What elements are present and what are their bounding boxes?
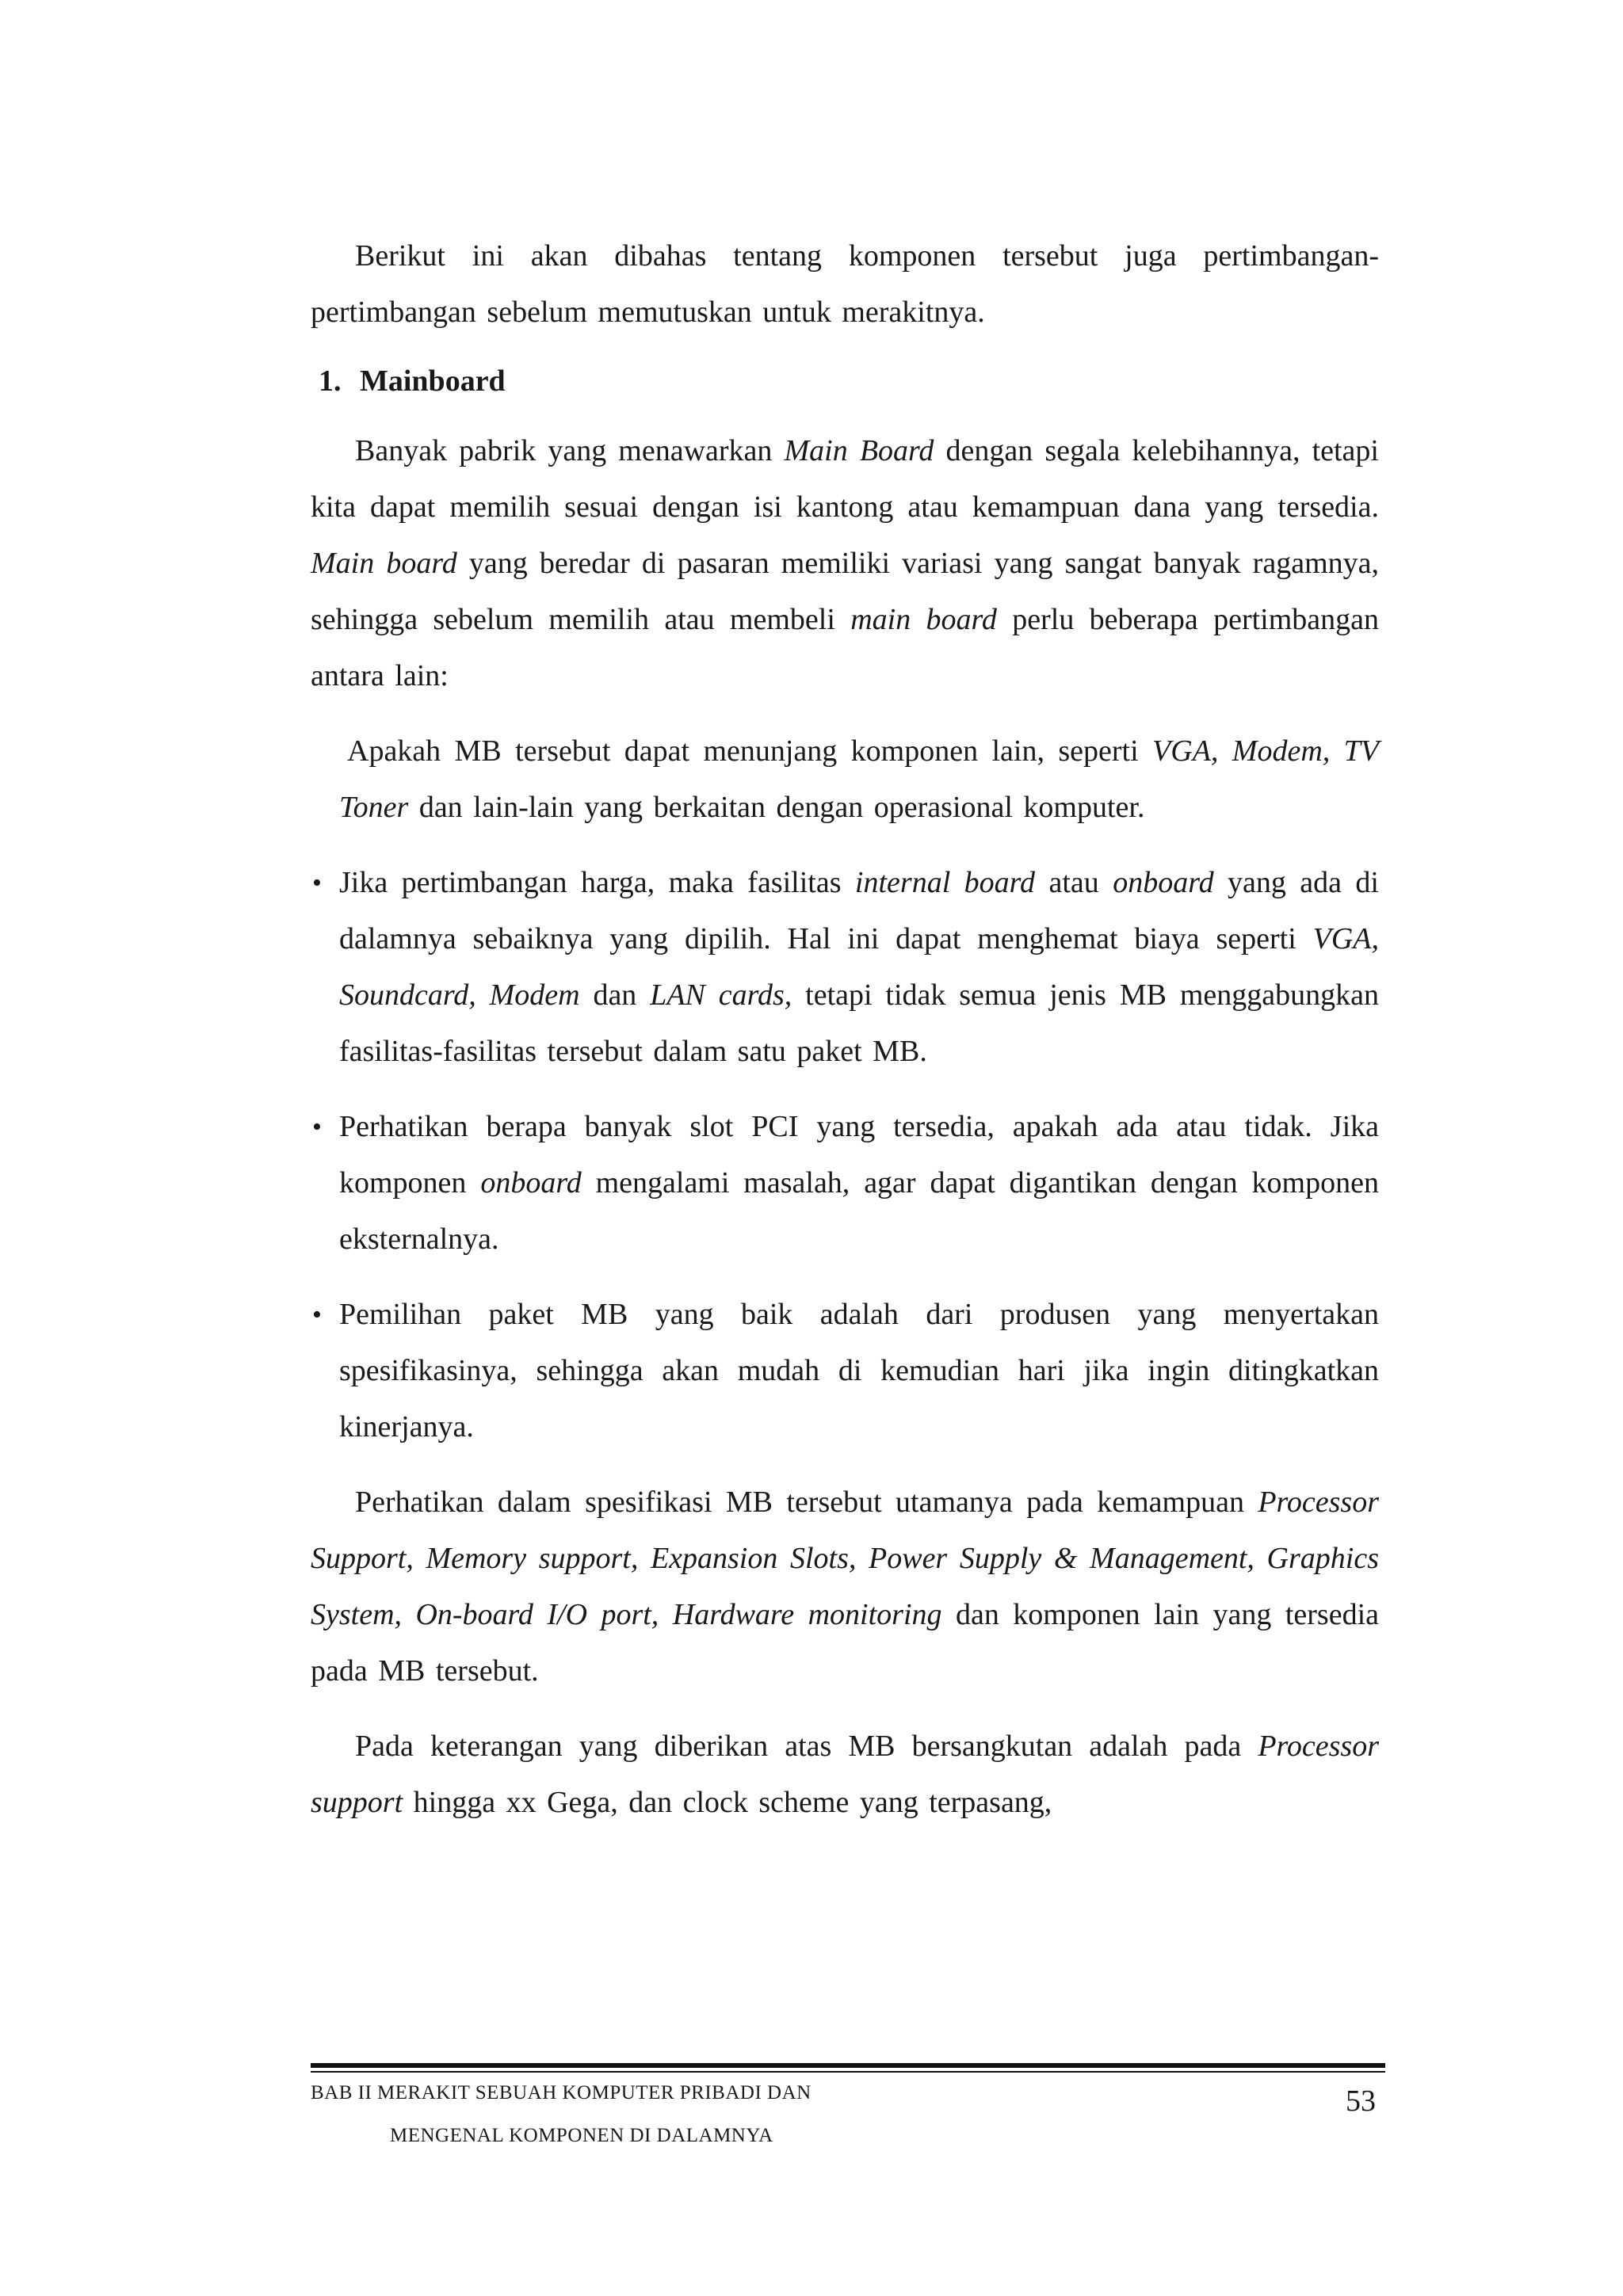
italic-term: Main board xyxy=(311,547,457,580)
text-run: Perhatikan berapa banyak slot PCI yang tersedia, apakah ada atau tidak. Jika komponen xyxy=(339,1110,1379,1199)
italic-term: LAN cards, xyxy=(650,978,792,1012)
text-run: Apakah MB tersebut dapat menunjang komponen lain, seperti xyxy=(347,734,1153,768)
bullet-icon: • xyxy=(312,1300,322,1329)
section-title: Mainboard xyxy=(360,364,506,398)
italic-term: onboard xyxy=(1113,866,1214,899)
list-item xyxy=(311,1099,1379,1268)
text-run: tetapi tidak semua jenis MB menggabungkan fasilitas-fasilitas tersebut dalam satu paket MB. xyxy=(339,978,1379,1068)
italic-term: main board xyxy=(850,603,997,636)
processor-paragraph xyxy=(311,1718,1379,1831)
list-item xyxy=(311,1287,1379,1455)
intro-paragraph: Berikut ini akan dibahas tentang komponen tersebut juga pertimbangan-pertimbangan sebelum memutuskan untuk merakitnya. xyxy=(311,239,1379,329)
section-heading xyxy=(319,358,1379,404)
italic-term: VGA, Soundcard, Modem xyxy=(339,922,1379,1012)
page-number: 53 xyxy=(1346,2084,1376,2118)
italic-term: onboard xyxy=(480,1166,582,1199)
list-item-text xyxy=(339,1099,1379,1268)
text-run: atau xyxy=(1035,866,1113,899)
bullet-icon: • xyxy=(312,868,322,898)
footer-divider-thick xyxy=(311,2063,1385,2068)
text-run: dan komponen lain yang tersedia pada MB tersebut. xyxy=(311,1598,1380,1688)
text-run: dan lain-lain yang berkaitan dengan operasional komputer. xyxy=(408,791,1145,824)
section-number: 1. xyxy=(319,364,342,398)
mainboard-paragraph xyxy=(311,423,1379,704)
chapter-title-line-1: BAB II MERAKIT SEBUAH KOMPUTER PRIBADI DAN xyxy=(311,2082,812,2103)
text-run: yang beredar di pasaran memiliki variasi yang sangat banyak ragamnya, sehingga sebelum memilih atau membeli xyxy=(311,547,1379,636)
text-run: Pada keterangan yang diberikan atas MB bersangkutan adalah pada xyxy=(355,1730,1258,1763)
consideration-list xyxy=(311,855,1379,1455)
text-run: perlu beberapa pertimbangan antara lain: xyxy=(311,603,1379,692)
chapter-title-line-2: MENGENAL KOMPONEN DI DALAMNYA xyxy=(390,2125,773,2146)
specification-paragraph xyxy=(311,1474,1379,1699)
consideration-point xyxy=(339,723,1379,836)
page-content xyxy=(311,228,1379,1831)
footer-divider-thin xyxy=(311,2071,1385,2073)
list-item xyxy=(311,855,1379,1080)
list-item-text xyxy=(339,1287,1379,1455)
italic-term: Main Board xyxy=(784,434,934,467)
text-run: yang ada di dalamnya sebaiknya yang dipilih. Hal ini dapat menghemat biaya seperti xyxy=(339,866,1379,955)
bullet-icon: • xyxy=(312,1112,322,1142)
text-run: Perhatikan dalam spesifikasi MB tersebut utamanya pada kemampuan xyxy=(355,1486,1258,1519)
italic-term: Processor Support, Memory support, Expansion Slots, Power Supply & Management, Graphics System, On-board I/O port, Hardware monitoring xyxy=(311,1486,1379,1631)
italic-term: Processor support xyxy=(311,1730,1379,1819)
text-run: dengan segala kelebihannya, tetapi kita dapat memilih sesuai dengan isi kantong atau kemampuan dana yang tersedia. xyxy=(311,434,1379,524)
text-run: Banyak pabrik yang menawarkan xyxy=(355,434,785,467)
text-run: mengalami masalah, agar dapat digantikan dengan komponen eksternalnya. xyxy=(339,1166,1379,1256)
text-run: dan xyxy=(579,978,651,1012)
text-run: Pemilihan paket MB yang baik adalah dari produsen yang menyertakan spesifikasinya, sehingga akan mudah di kemudian hari jika ingin ditingkatkan kinerjanya. xyxy=(339,1298,1379,1444)
text-run: Jika pertimbangan harga, maka fasilitas xyxy=(339,866,855,899)
list-item-text xyxy=(339,855,1379,1080)
italic-term: VGA, Modem, TV Toner xyxy=(339,734,1379,824)
text-run: hingga xx Gega, dan clock scheme yang terpasang, xyxy=(403,1786,1052,1819)
italic-term: internal board xyxy=(854,866,1036,899)
